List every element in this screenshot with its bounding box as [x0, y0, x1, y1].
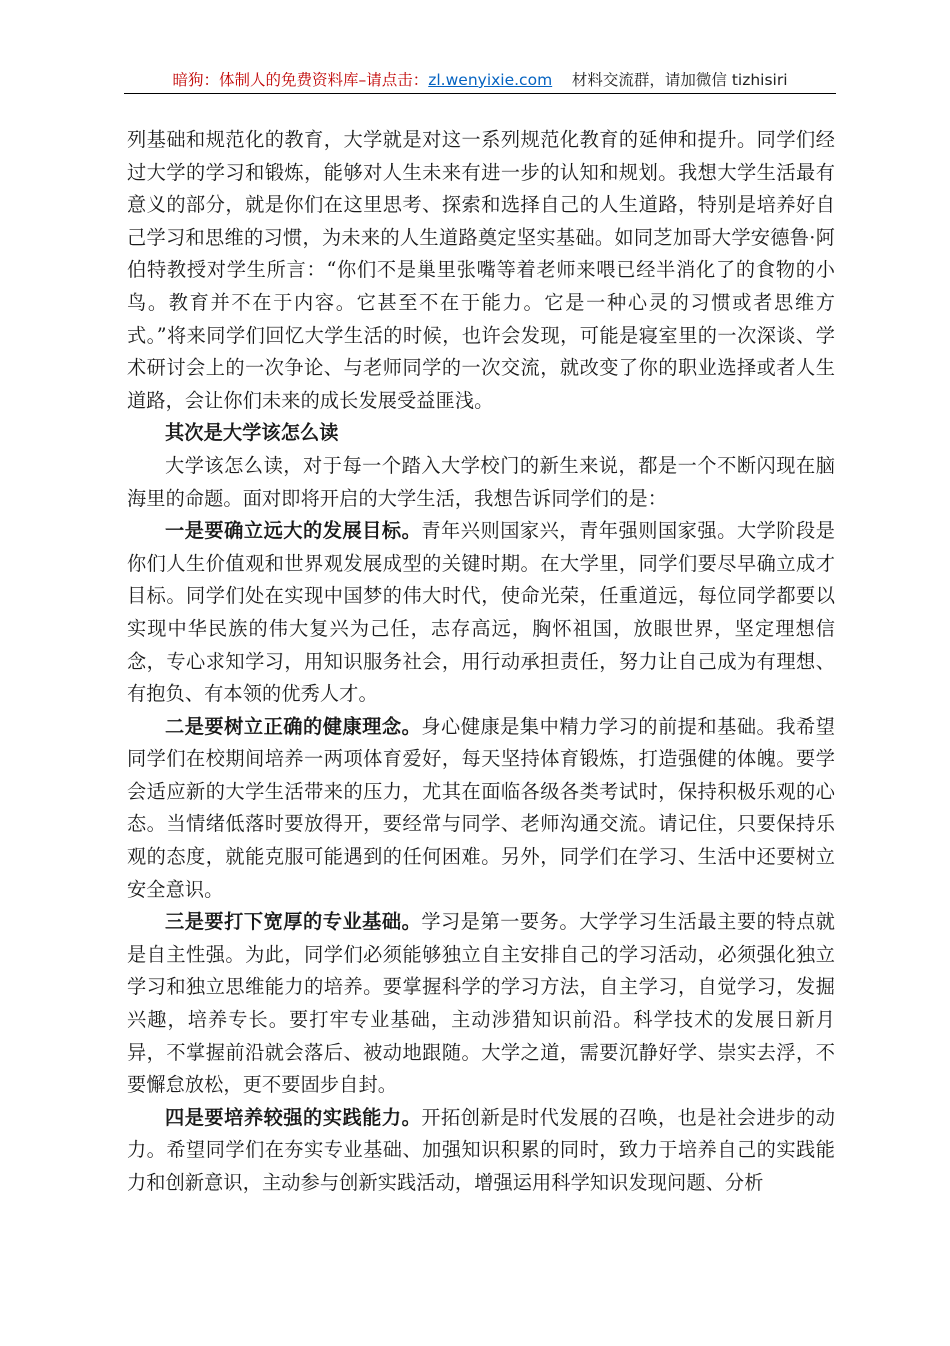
point-4-text: 开拓创新是时代发展的召唤，也是社会进步的动力。希望同学们在夯实专业基础、加强知识积累的同时，致力于培养自己的实践能力和创新意识，主动参与创新实践活动，增强运用科学知识发现问题、分析 — [127, 1105, 835, 1194]
page-header — [124, 66, 836, 94]
point-4-title: 四是要培养较强的实践能力。 — [165, 1105, 422, 1129]
paragraph-point-4 — [127, 1102, 835, 1200]
point-2-text: 身心健康是集中精力学习的前提和基础。我希望同学们在校期间培养一两项体育爱好，每天坚持体育锻炼，打造强健的体魄。要学会适应新的大学生活带来的压力，尤其在面临各级各类考试时，保持积极乐观的心态。当情绪低落时要放得开，要经常与同学、老师沟通交流。请记住，只要保持乐观的态度，就能克服可能遇到的任何困难。另外，同学们在学习、生活中还要树立安全意识。 — [127, 714, 835, 901]
section-heading: 其次是大学该怎么读 — [165, 421, 339, 445]
document-body — [127, 124, 835, 1200]
paragraph-continued: 列基础和规范化的教育，大学就是对这一系列规范化教育的延伸和提升。同学们经过大学的学习和锻炼，能够对人生未来有进一步的认知和规划。我想大学生活最有意义的部分，就是你们在这里思考、探索和选择自己的人生道路，特别是培养好自己学习和思维的习惯，为未来的人生道路奠定坚实基础。如同芝加哥大学安德鲁·阿伯特教授对学生所言：“你们不是巢里张嘴等着老师来喂已经半消化了的食物的小鸟。教育并不在于内容。它甚至不在于能力。它是一种心灵的习惯或者思维方式。”将来同学们回忆大学生活的时候，也许会发现，可能是寝室里的一次深谈、学术研讨会上的一次争论、与老师同学的一次交流，就改变了你的职业选择或者人生道路，会让你们未来的成长发展受益匪浅。 — [127, 128, 835, 412]
point-2-title: 二是要树立正确的健康理念。 — [165, 714, 422, 738]
point-1-title: 一是要确立远大的发展目标。 — [165, 519, 422, 543]
header-click-label: –请点击： — [358, 71, 429, 89]
paragraph-point-3 — [127, 906, 835, 1102]
paragraph-intro: 大学该怎么读，对于每一个踏入大学校门的新生来说，都是一个不断闪现在脑海里的命题。面对即将开启的大学生活，我想告诉同学们的是： — [127, 453, 835, 510]
header-url-link[interactable]: zl.wenyixie.com — [428, 71, 553, 89]
point-3-title: 三是要打下宽厚的专业基础。 — [165, 910, 422, 934]
header-site-name: 暗狗：体制人的免费资料库 — [172, 71, 359, 89]
point-3-text: 学习是第一要务。大学学习生活最主要的特点就是自主性强。为此，同学们必须能够独立自主安排自己的学习活动，必须强化独立学习和独立思维能力的培养。要掌握科学的学习方法，自主学习，自觉学习，发掘兴趣，培养专长。要打牢专业基础，主动涉猎知识前沿。科学技术的发展日新月异，不掌握前沿就会落后、被动地跟随。大学之道，需要沉静好学、崇实去浮，不要懈怠放松，更不要固步自封。 — [127, 910, 835, 1097]
header-wechat-note: 材料交流群，请加微信 tizhisiri — [571, 71, 788, 89]
point-1-text: 青年兴则国家兴，青年强则国家强。大学阶段是你们人生价值观和世界观发展成型的关键时期。在大学里，同学们要尽早确立成才目标。同学们处在实现中国梦的伟大时代，使命光荣，任重道远，每位同学都要以实现中华民族的伟大复兴为己任，志存高远，胸怀祖国，放眼世界，坚定理想信念，专心求知学习，用知识服务社会，用行动承担责任，努力让自己成为有理想、有抱负、有本领的优秀人才。 — [127, 519, 835, 706]
paragraph-point-1 — [127, 515, 835, 711]
paragraph-point-2 — [127, 711, 835, 907]
